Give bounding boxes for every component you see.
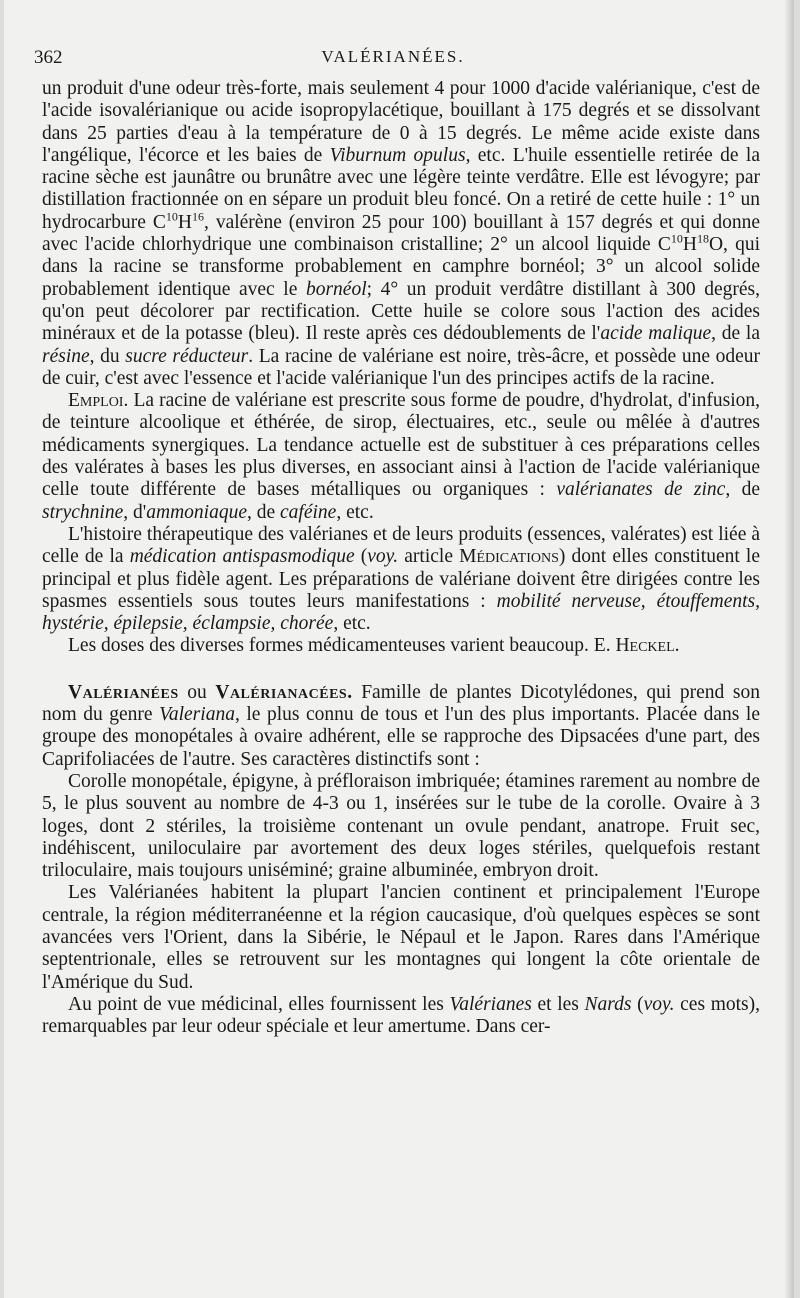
page-header	[34, 47, 752, 75]
book-page	[4, 0, 794, 1298]
italic-term: Valeriana	[159, 704, 235, 726]
paragraph-medicinal: Au point de vue médicinal, elles fournissent les Valérianes et les Nards (voy. ces mots), remarquables par leur odeur spéciale et leur amertume. Dans cer-	[42, 993, 760, 1038]
italic-term: voy.	[367, 546, 399, 568]
italic-term: mobilité nerveuse, étouffements, hystérie, épilepsie, éclampsie, chorée	[42, 590, 760, 635]
entry-title: Valérianées	[68, 681, 179, 703]
italic-term: ammoniaque	[146, 501, 247, 523]
paragraph-doses: Les doses des diverses formes médicamenteuses varient beaucoup. E. Heckel.	[68, 635, 680, 657]
italic-term: médication antispasmodique	[129, 546, 355, 568]
entry-separator	[42, 658, 760, 682]
italic-term: valérianates de zinc	[556, 479, 726, 501]
entry-title-alt: Valérianacées.	[215, 681, 353, 703]
paragraph-emploi: Emploi. La racine de valériane est prescrite sous forme de poudre, d'hydrolat, d'infusion, de teinture alcoolique et éthérée, de sirop, électuaires, etc., seule ou mêlée à d'autres médicaments synergiques. La tendance actuelle est de substituer à ces préparations celles des valérates à bases les plus diverses, en associant ainsi à l'action de l'acide valérianique celle toute différente de bases métalliques ou organiques : valérianates de zinc, de strychnine, d'ammoniaque, de caféine, etc.	[42, 390, 760, 523]
italic-term: strychnine	[42, 501, 124, 523]
paragraph-characters: Corolle monopétale, épigyne, à préfloraison imbriquée; étamines rarement au nombre de 5, le plus souvent au nombre de 4-3 ou 1, insérées sur le tube de la corolle. Ovaire à 3 loges, dont 2 stériles, la troisième contenant un ovule pendant, anatrope. Fruit sec, indéhiscent, uniloculaire par avortement des deux loges stériles, quelquefois restant triloculaire, mais toujours uniséminé; graine albuminée, embryon droit.	[42, 770, 761, 882]
page-number: 362	[34, 47, 63, 68]
paragraph-chemistry: un produit d'une odeur très-forte, mais seulement 4 pour 1000 d'acide valérianique, c'est de l'acide isovalérianique ou acide isopropylacétique, bouillant à 175 degrés et se dissolvant dans 25 parties d'eau à la température de 0 à 15 degrés. Le même acide existe dans l'angélique, l'écorce et les baies de Viburnum opulus, etc. L'huile essentielle retirée de la racine sèche est jaunâtre ou brunâtre avec une légère teinte verdâtre. Elle est lévogyre; par distillation fractionnée on en sépare un produit bleu foncé. On a retiré de cette huile : 1° un hydrocarbure $C^{10}H^{16}$, valérène (environ 25 pour 100) bouillant à 157 degrés et qui donne avec l'acide chlorhydrique une combinaison cristalline; 2° un alcool liquide $C^{10}H^{18}O$, qui dans la racine se transforme probablement en camphre bornéol; 3° un alcool solide probablement identique avec le bornéol; 4° un produit verdâtre distillant à 300 degrés, qu'on peut décolorer par rectification. Cette huile se colore sous l'action des acides minéraux et de la potasse (bleu). Il reste après ces dédoublements de l'acide malique, de la résine, du sucre réducteur. La racine de valériane est noire, très-âcre, et possède une odeur de cuir, c'est avec l'essence et l'acide valérianique l'un des principes actifs de la racine.	[42, 78, 761, 389]
italic-term: bornéol	[305, 278, 367, 300]
paragraph-family-entry: Valérianées ou Valérianacées. Famille de plantes Dicotylédones, qui prend son nom du genre Valeriana, le plus connu de tous et l'un des plus importants. Placée dans le groupe des monopétales à ovaire adhérent, elle se rapproche des Dipsacées d'une part, des Caprifoliacées de l'autre. Ses caractères distinctifs sont :	[42, 681, 761, 770]
paragraph-distribution: Les Valérianées habitent la plupart l'ancien continent et principalement l'Europe centrale, la région méditerranéenne et la région caucasique, d'où quelques espèces se sont avancées vers l'Orient, dans la Sibérie, le Népaul et le Japon. Rares dans l'Amérique septentrionale, elles se retrouvent sur les montagnes qui longent la côte orientale de l'Amérique du Sud.	[42, 882, 760, 993]
paragraph-therapeutic-history: L'histoire thérapeutique des valérianes et de leurs produits (essences, valérates) est liée à celle de la médication antispasmodique (voy. article Médications) dont elles constituent le principal et plus fidèle agent. Les préparations de valériane doivent être dirigées contre les spasmes essentiels sous toutes leurs manifestations : mobilité nerveuse, étouffements, hystérie, épilepsie, éclampsie, chorée, etc.	[42, 523, 760, 635]
italic-term: résine	[42, 345, 90, 367]
page-body	[42, 78, 760, 1038]
italic-term: Nards	[584, 993, 632, 1015]
italic-term: acide malique	[600, 323, 712, 345]
running-title: VALÉRIANÉES.	[321, 47, 465, 66]
italic-term: Valérianes	[449, 993, 532, 1015]
italic-term: caféine	[280, 501, 337, 523]
section-label: Emploi.	[68, 390, 129, 412]
italic-term: voy.	[643, 993, 675, 1015]
italic-term: sucre réducteur	[125, 345, 249, 367]
author-signature: E. Heckel.	[593, 635, 680, 657]
italic-term: Viburnum opulus	[329, 144, 466, 166]
cross-reference: Médications	[459, 546, 559, 568]
